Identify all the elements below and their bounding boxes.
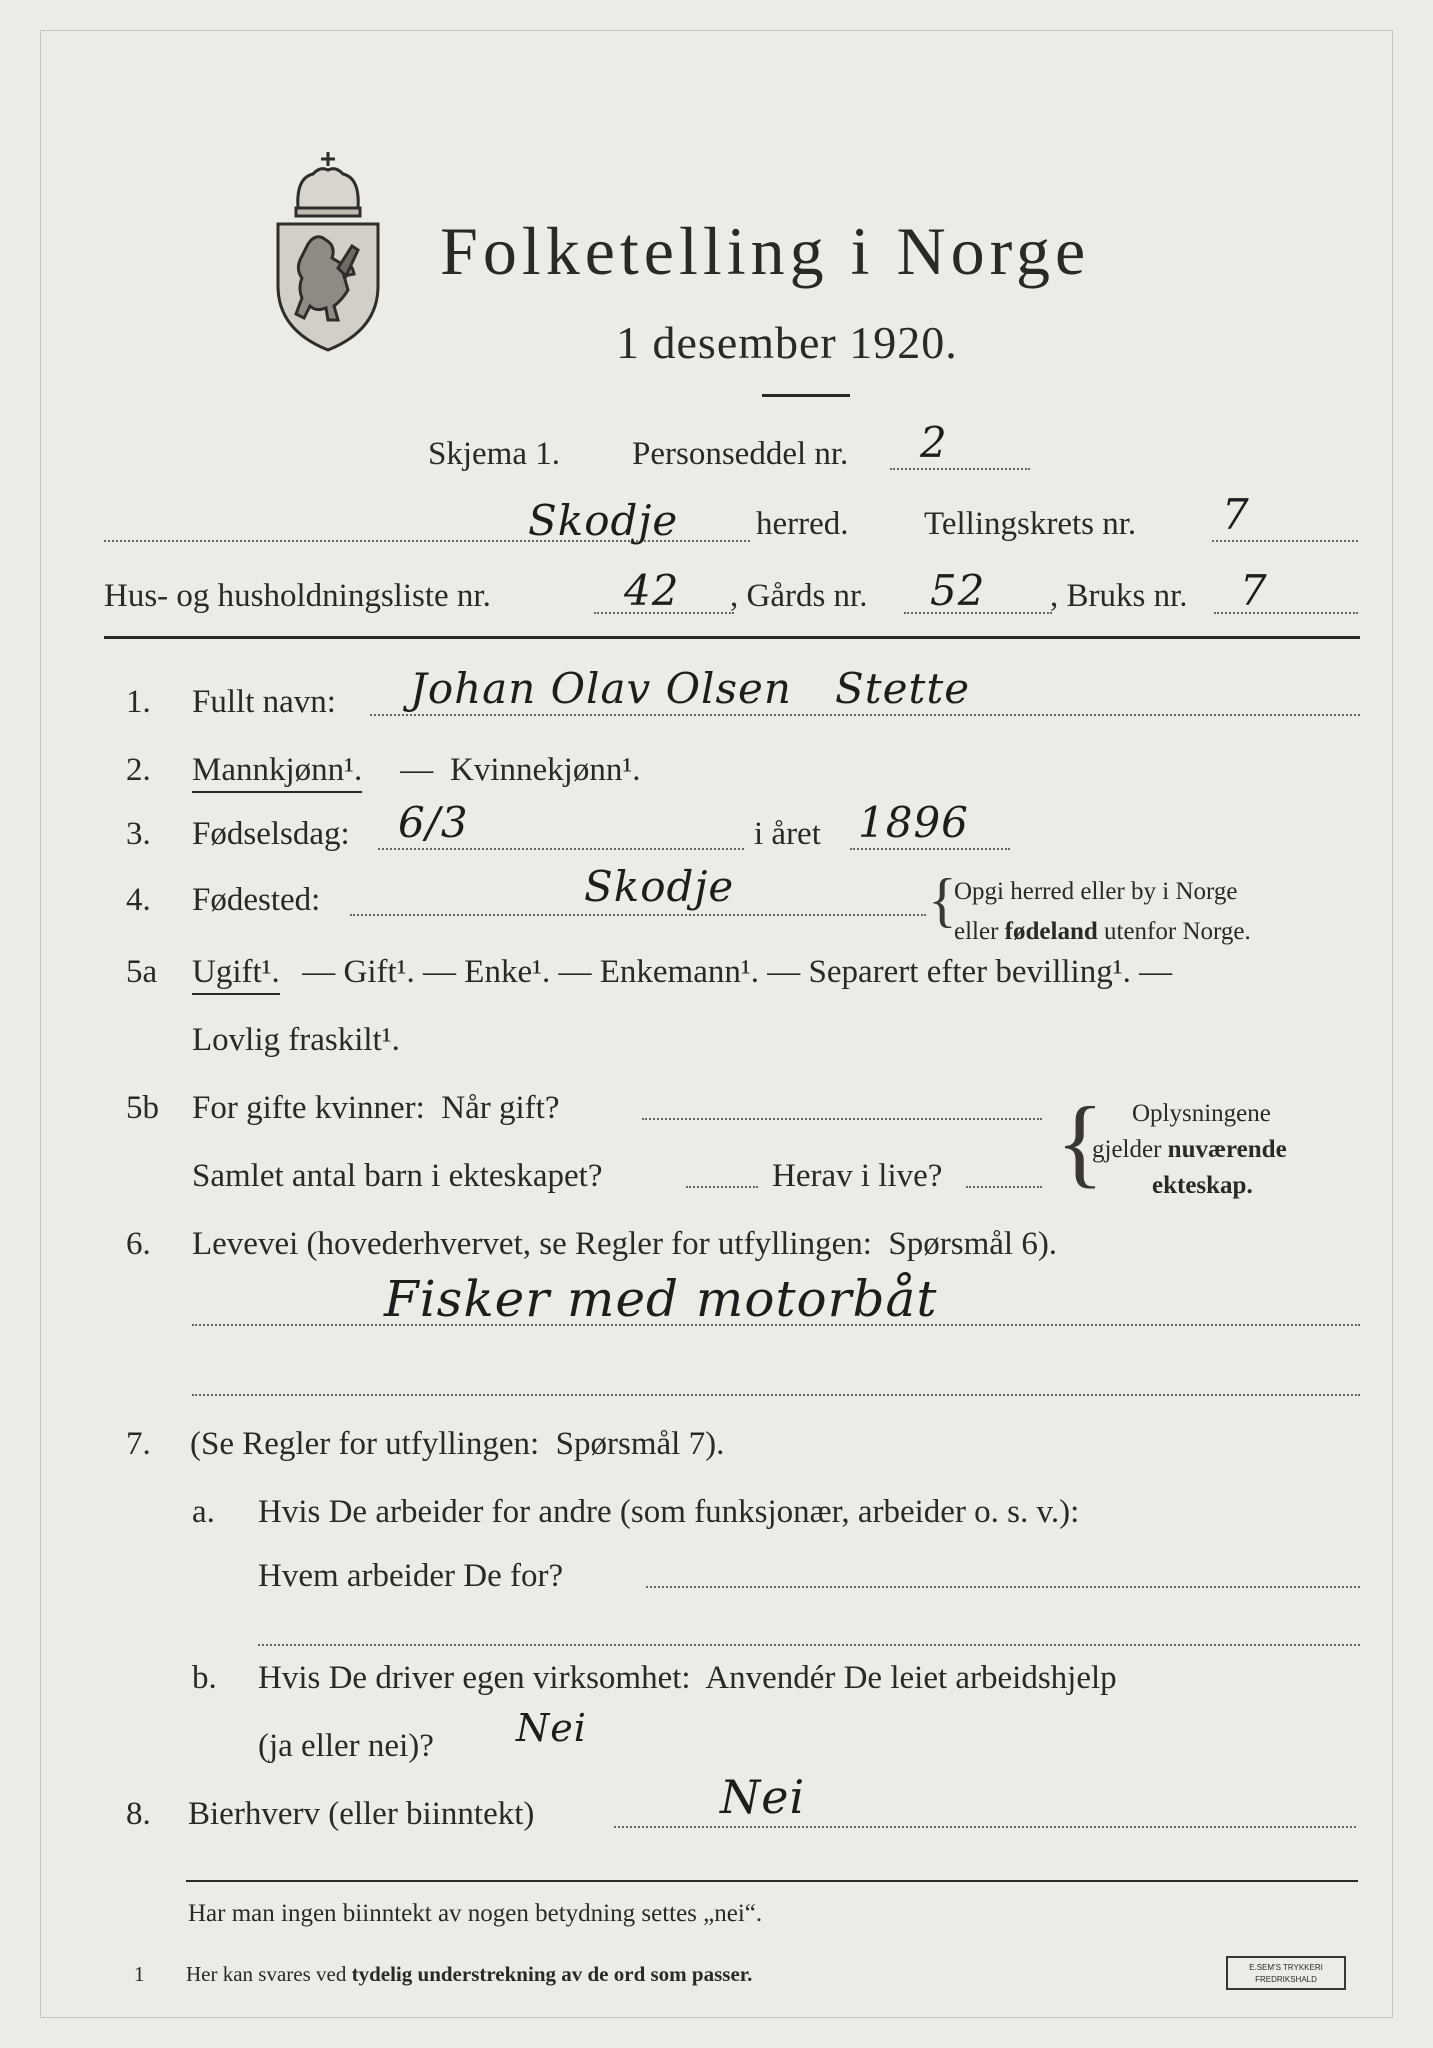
- unmarried-option: Ugift¹.: [192, 954, 280, 995]
- census-date: 1 desember 1920.: [616, 317, 958, 368]
- tellingskrets-line: [1212, 540, 1358, 542]
- footnote-text: [186, 1962, 752, 1987]
- header-rule: [104, 636, 1360, 639]
- hired-help-value: Nei: [516, 1706, 587, 1750]
- year-label: i året: [754, 816, 821, 852]
- children-line: [686, 1186, 758, 1188]
- footnote-bold: tydelig understrekning av de ord som passer.: [351, 1962, 753, 1986]
- personseddel-label: Personseddel nr.: [632, 436, 849, 472]
- personseddel-line: [890, 468, 1030, 470]
- q4-note2-post: utenfor Norge.: [1097, 918, 1251, 945]
- year-line: [850, 848, 1010, 850]
- birthplace-line: [350, 914, 926, 916]
- title-divider: [762, 394, 850, 397]
- printer-mark: [1226, 1956, 1346, 1990]
- employer-line2: [258, 1644, 1360, 1646]
- q7b-text: Hvis De driver egen virksomhet: Anvendér De leiet arbeidshjelp: [258, 1660, 1117, 1696]
- female-option: Kvinnekjønn¹.: [450, 752, 641, 788]
- q5b-label2: Samlet antal barn i ekteskapet?: [192, 1158, 603, 1194]
- tellingskrets-label: Tellingskrets nr.: [924, 506, 1137, 542]
- q5b-label1: For gifte kvinner: Når gift?: [192, 1090, 560, 1126]
- q5b-note3: ekteskap.: [1152, 1172, 1253, 1199]
- q6-number: 6.: [126, 1226, 151, 1262]
- q4-note2-pre: eller: [954, 918, 1005, 945]
- q4-label: Fødested:: [192, 882, 321, 918]
- full-name-value: Johan Olav Olsen Stette: [410, 664, 971, 713]
- divorced-option: Lovlig fraskilt¹.: [192, 1022, 400, 1058]
- q5b-brace: {: [1056, 1086, 1104, 1197]
- q5b-note2: [1092, 1136, 1287, 1164]
- q7a-number: a.: [192, 1494, 215, 1530]
- q6-label: Levevei (hovederhvervet, se Regler for utfyllingen: Spørsmål 6).: [192, 1226, 1058, 1262]
- q1-label: Fullt navn:: [192, 684, 336, 720]
- coat-of-arms-icon: [268, 148, 388, 354]
- gards-value: 52: [930, 566, 986, 615]
- q5b-number: 5b: [126, 1090, 159, 1126]
- bruks-value: 7: [1240, 566, 1268, 615]
- q4-note-line2: [954, 918, 1251, 946]
- occupation-line2: [192, 1394, 1360, 1396]
- married-when-line: [642, 1118, 1042, 1120]
- alive-line: [966, 1186, 1042, 1188]
- footer-note: Har man ingen biinntekt av nogen betydning settes „nei“.: [188, 1900, 763, 1927]
- q8-label: Bierhverv (eller biinntekt): [188, 1796, 535, 1832]
- herred-label: herred.: [756, 506, 849, 542]
- employer-line1: [646, 1586, 1360, 1588]
- q3-label: Fødselsdag:: [192, 816, 350, 852]
- q5b-note1: Oplysningene: [1132, 1100, 1271, 1127]
- q4-number: 4.: [126, 882, 151, 918]
- footnote-pre: Her kan svares ved: [186, 1962, 352, 1986]
- personseddel-value: 2: [920, 418, 948, 467]
- q8-number: 8.: [126, 1796, 151, 1832]
- q4-brace: {: [928, 867, 957, 933]
- skjema-label: Skjema 1.: [428, 436, 560, 472]
- q2-number: 2.: [126, 752, 151, 788]
- footnote-number: 1: [134, 1962, 145, 1986]
- husliste-value: 42: [624, 566, 680, 615]
- side-income-value: Nei: [720, 1770, 806, 1824]
- q4-note2-bold: fødeland: [1004, 918, 1098, 945]
- bruks-label: , Bruks nr.: [1050, 578, 1188, 614]
- q7a-text2: Hvem arbeider De for?: [258, 1558, 564, 1594]
- q2-separator: —: [392, 752, 442, 788]
- marital-options: — Gift¹. — Enke¹. — Enkemann¹. — Separert efter bevilling¹. —: [294, 954, 1173, 990]
- side-income-line: [614, 1826, 1356, 1828]
- male-option: Mannkjønn¹.: [192, 752, 362, 793]
- year-value: 1896: [858, 798, 969, 847]
- footer-rule: [186, 1880, 1358, 1882]
- tellingskrets-value: 7: [1222, 490, 1250, 539]
- birthday-value: 6/3: [398, 798, 469, 847]
- q5b-note2-bold: nuværende: [1167, 1136, 1287, 1163]
- birthday-line: [378, 848, 744, 850]
- q4-note-line1: Opgi herred eller by i Norge: [954, 878, 1238, 905]
- q5a-number: 5a: [126, 954, 158, 990]
- q7-number: 7.: [126, 1426, 151, 1462]
- printer-name: E.SEM'S TRYKKERI: [1249, 1963, 1323, 1972]
- printer-city: FREDRIKSHALD: [1255, 1975, 1317, 1984]
- occupation-value: Fisker med motorbåt: [384, 1270, 938, 1328]
- q7-label: (Se Regler for utfyllingen: Spørsmål 7).: [190, 1426, 725, 1462]
- birthplace-value: Skodje: [584, 862, 735, 911]
- q5b-note2-pre: gjelder: [1092, 1136, 1168, 1163]
- gards-label: , Gårds nr.: [730, 578, 868, 614]
- q1-number: 1.: [126, 684, 151, 720]
- census-title: Folketelling i Norge: [440, 213, 1091, 289]
- q1-line: [370, 714, 1360, 716]
- q7b-number: b.: [192, 1660, 217, 1696]
- q5b-label3: Herav i live?: [772, 1158, 943, 1194]
- q7a-text: Hvis De arbeider for andre (som funksjonær, arbeider o. s. v.):: [258, 1494, 1080, 1530]
- herred-value: Skodje: [528, 496, 679, 545]
- q7b-text2: (ja eller nei)?: [258, 1728, 434, 1764]
- bruks-line: [1214, 612, 1358, 614]
- husliste-label: Hus- og husholdningsliste nr.: [104, 578, 491, 614]
- q3-number: 3.: [126, 816, 151, 852]
